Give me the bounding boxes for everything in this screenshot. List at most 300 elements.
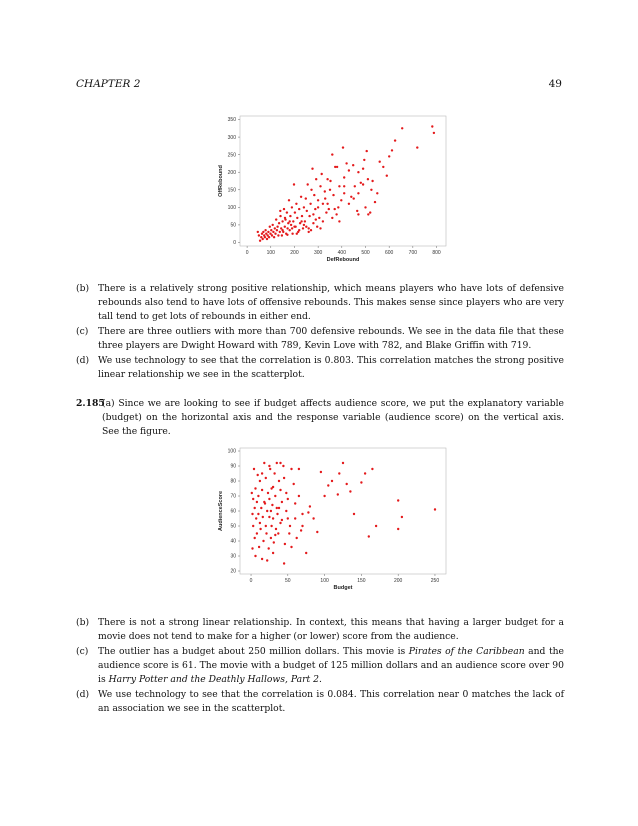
data-point [327, 484, 329, 486]
data-point [364, 472, 366, 474]
scatterplot-budget [212, 444, 452, 596]
data-point [326, 203, 328, 205]
answer-185-b [76, 616, 564, 644]
data-point [290, 468, 292, 470]
data-point [274, 227, 276, 229]
data-point [301, 525, 303, 527]
data-point [259, 480, 261, 482]
data-point [257, 474, 259, 476]
answer-text: We use technology to see that the correlation is 0.803. This correlation matches the strong positive linear relationship we see in the scatterplot. [98, 355, 564, 380]
data-point [331, 153, 333, 155]
data-point [277, 234, 279, 236]
data-point [279, 210, 281, 212]
movie-title: Harry Potter and the Deathly Hallows, Part 2. [108, 674, 322, 685]
y-tick-label: 350 [227, 117, 236, 124]
data-point [296, 537, 298, 539]
data-point [251, 547, 253, 549]
data-point [312, 213, 314, 215]
data-point [281, 519, 283, 521]
data-point [289, 220, 291, 222]
data-point [338, 472, 340, 474]
chapter-header: CHAPTER 2 [76, 78, 141, 90]
data-point [278, 507, 280, 509]
answer-text-part: and the audience score is 61. The movie with a budget of 125 million dollars and an audience score over 90 is [98, 646, 564, 685]
y-tick-label: 50 [230, 523, 236, 530]
data-point [258, 546, 260, 548]
data-point [316, 226, 318, 228]
y-tick-label: 0 [233, 240, 236, 247]
data-point [268, 465, 270, 467]
data-point [331, 480, 333, 482]
data-point [277, 532, 279, 534]
data-point [284, 543, 286, 545]
data-point [288, 199, 290, 201]
data-point [283, 208, 285, 210]
x-tick-label: 100 [266, 250, 275, 256]
data-point [271, 504, 273, 506]
data-point [367, 213, 369, 215]
data-point [360, 182, 362, 184]
data-point [401, 127, 403, 129]
data-point [294, 211, 296, 213]
data-point [316, 531, 318, 533]
data-point [270, 525, 272, 527]
y-tick-label: 20 [230, 568, 236, 575]
data-point [285, 510, 287, 512]
data-point [283, 477, 285, 479]
y-tick-label: 200 [227, 169, 236, 176]
data-point [375, 525, 377, 527]
data-point [322, 220, 324, 222]
data-point [293, 226, 295, 228]
scatterplot-budget-svg [212, 444, 452, 596]
answer-text: We use technology to see that the correlation is 0.084. This correlation near 0 matches the lack of an association we see in the scatterplot. [98, 689, 564, 714]
data-point [324, 190, 326, 192]
answer-text-part: The outlier has a budget about 250 million dollars. This movie is [98, 646, 409, 657]
answer-label: (b) [76, 617, 90, 628]
answer-label: (c) [76, 646, 89, 657]
data-point [273, 541, 275, 543]
data-point [273, 236, 275, 238]
data-point [329, 180, 331, 182]
data-point [303, 224, 305, 226]
y-tick-label: 100 [227, 205, 236, 212]
data-point [307, 183, 309, 185]
data-point [283, 562, 285, 564]
data-point [281, 234, 283, 236]
data-point [254, 537, 256, 539]
data-point [322, 203, 324, 205]
data-point [290, 224, 292, 226]
data-point [289, 525, 291, 527]
data-point [308, 231, 310, 233]
data-point [332, 194, 334, 196]
data-point [254, 555, 256, 557]
data-point [272, 231, 274, 233]
data-point [302, 227, 304, 229]
data-point [254, 487, 256, 489]
data-point [305, 226, 307, 228]
data-point [305, 197, 307, 199]
data-point [279, 489, 281, 491]
data-point [321, 173, 323, 175]
data-point [369, 211, 371, 213]
data-point [397, 528, 399, 530]
data-point [257, 513, 259, 515]
data-point [252, 498, 254, 500]
data-point [287, 517, 289, 519]
data-point [310, 189, 312, 191]
data-point [317, 206, 319, 208]
data-point [293, 183, 295, 185]
data-point [397, 499, 399, 501]
data-point [337, 493, 339, 495]
data-point [294, 517, 296, 519]
data-point [328, 208, 330, 210]
answer-text: There are three outliers with more than 700 defensive rebounds. We see in the data file that these three players are Dwight Howard with 789, Kevin Love with 782, and Blake Griffin with 719. [98, 326, 564, 351]
data-point [298, 229, 300, 231]
data-point [362, 168, 364, 170]
data-point [256, 532, 258, 534]
data-point [264, 229, 266, 231]
data-point [315, 178, 317, 180]
data-point [282, 465, 284, 467]
x-tick-label: 0 [245, 250, 249, 256]
data-point [315, 218, 317, 220]
data-point [329, 189, 331, 191]
answer-184-d [76, 354, 564, 382]
data-point [272, 517, 274, 519]
answer-text [98, 645, 564, 687]
data-point [259, 240, 261, 242]
data-point [371, 468, 373, 470]
data-point [376, 192, 378, 194]
data-point [279, 215, 281, 217]
data-point [252, 525, 254, 527]
data-point [279, 231, 281, 233]
answer-label: (c) [76, 326, 89, 337]
y-tick-label: 300 [227, 134, 236, 141]
data-point [309, 505, 311, 507]
answer-label: (d) [76, 689, 90, 700]
data-point [286, 234, 288, 236]
data-point [346, 483, 348, 485]
data-point [273, 472, 275, 474]
data-point [352, 164, 354, 166]
data-point [334, 208, 336, 210]
data-point [265, 477, 267, 479]
data-point [326, 178, 328, 180]
data-point [285, 492, 287, 494]
x-tick-label: 200 [394, 578, 403, 584]
answer-text: There is not a strong linear relationship. In context, this means that having a larger budget for a movie does not tend to make for a higher (or lower) score from the audience. [98, 617, 564, 642]
data-point [276, 507, 278, 509]
data-point [342, 146, 344, 148]
data-point [298, 468, 300, 470]
data-point [265, 233, 267, 235]
data-point [279, 462, 281, 464]
data-point [296, 233, 298, 235]
data-point [278, 480, 280, 482]
data-point [431, 125, 433, 127]
data-point [368, 535, 370, 537]
data-point [307, 511, 309, 513]
data-point [268, 547, 270, 549]
answer-label: (b) [76, 283, 90, 294]
data-point [257, 495, 259, 497]
data-point [270, 537, 272, 539]
data-point [300, 220, 302, 222]
answer-185-c [76, 645, 564, 687]
y-axis-label: OffRebound [218, 165, 224, 197]
data-point [270, 487, 272, 489]
data-point [298, 208, 300, 210]
data-point [348, 203, 350, 205]
data-point [269, 468, 271, 470]
y-tick-label: 250 [227, 152, 236, 159]
data-point [364, 206, 366, 208]
x-tick-label: 50 [285, 578, 291, 584]
data-point [349, 490, 351, 492]
data-point [291, 233, 293, 235]
data-point [258, 234, 260, 236]
data-point [301, 215, 303, 217]
data-point [363, 159, 365, 161]
data-point [310, 229, 312, 231]
data-point [308, 215, 310, 217]
data-point [357, 192, 359, 194]
data-point [276, 513, 278, 515]
data-point [274, 233, 276, 235]
answer-185-d [76, 688, 564, 716]
data-point [270, 510, 272, 512]
data-point [289, 215, 291, 217]
y-tick-label: 40 [230, 538, 236, 545]
data-point [266, 559, 268, 561]
data-point [340, 199, 342, 201]
data-point [338, 220, 340, 222]
data-point [300, 529, 302, 531]
data-point [319, 185, 321, 187]
data-point [274, 534, 276, 536]
data-point [335, 213, 337, 215]
data-point [304, 220, 306, 222]
data-point [275, 218, 277, 220]
data-point [317, 199, 319, 201]
data-point [401, 516, 403, 518]
data-point [289, 229, 291, 231]
x-tick-label: 400 [337, 250, 346, 256]
data-point [261, 233, 263, 235]
x-tick-label: 300 [313, 250, 323, 256]
data-point [284, 226, 286, 228]
data-point [267, 231, 269, 233]
data-point [388, 155, 390, 157]
data-point [354, 185, 356, 187]
data-point [382, 166, 384, 168]
x-tick-label: 150 [357, 578, 366, 584]
data-point [366, 150, 368, 152]
data-point [371, 180, 373, 182]
answer-text: (a) Since we are looking to see if budget affects audience score, we put the explanatory variable (budget) on the horizontal axis and the response variable (audience score) on the vertical axis. See the figure. [102, 398, 564, 437]
data-point [312, 517, 314, 519]
data-point [319, 227, 321, 229]
data-point [336, 166, 338, 168]
data-point [306, 210, 308, 212]
data-point [251, 513, 253, 515]
data-point [291, 227, 293, 229]
data-point [303, 206, 305, 208]
data-point [281, 229, 283, 231]
data-point [269, 233, 271, 235]
problem-185-a [76, 397, 564, 439]
data-point [394, 139, 396, 141]
data-point [379, 161, 381, 163]
data-point [261, 558, 263, 560]
data-point [274, 495, 276, 497]
data-point [267, 492, 269, 494]
data-point [272, 552, 274, 554]
data-point [253, 468, 255, 470]
data-point [261, 489, 263, 491]
data-point [292, 220, 294, 222]
data-point [360, 481, 362, 483]
data-point [314, 208, 316, 210]
data-point [279, 522, 281, 524]
data-point [263, 501, 265, 503]
data-point [305, 552, 307, 554]
data-point [298, 495, 300, 497]
data-point [278, 222, 280, 224]
data-point [320, 471, 322, 473]
data-point [312, 222, 314, 224]
y-tick-label: 50 [230, 222, 236, 229]
data-point [343, 192, 345, 194]
data-point [318, 217, 320, 219]
data-point [284, 217, 286, 219]
data-point [309, 203, 311, 205]
data-point [367, 178, 369, 180]
data-point [308, 227, 310, 229]
data-point [357, 171, 359, 173]
x-tick-label: 250 [430, 578, 440, 584]
data-point [290, 546, 292, 548]
y-tick-label: 80 [230, 478, 236, 485]
data-point [260, 507, 262, 509]
data-point [391, 149, 393, 151]
data-point [357, 213, 359, 215]
data-point [257, 231, 259, 233]
data-point [313, 194, 315, 196]
answer-184-c [76, 325, 564, 353]
data-point [259, 522, 261, 524]
y-tick-label: 150 [227, 187, 236, 194]
x-tick-label: 100 [320, 578, 329, 584]
data-point [300, 196, 302, 198]
movie-title: Pirates of the Caribbean [408, 646, 525, 657]
data-point [325, 211, 327, 213]
data-point [276, 226, 278, 228]
data-point [324, 197, 326, 199]
data-point [353, 197, 355, 199]
y-tick-label: 60 [230, 508, 236, 515]
data-point [270, 229, 272, 231]
data-point [266, 510, 268, 512]
y-tick-label: 30 [230, 553, 236, 560]
problem-number: 2.185 [76, 398, 105, 409]
data-point [301, 513, 303, 515]
data-point [296, 217, 298, 219]
data-point [287, 498, 289, 500]
data-point [256, 501, 258, 503]
data-point [262, 516, 264, 518]
data-point [343, 176, 345, 178]
data-point [272, 224, 274, 226]
data-point [276, 462, 278, 464]
data-point [286, 211, 288, 213]
answer-184-b [76, 282, 564, 324]
data-point [265, 525, 267, 527]
x-tick-label: 600 [385, 250, 394, 256]
data-point [294, 502, 296, 504]
data-point [259, 528, 261, 530]
data-point [338, 185, 340, 187]
data-point [262, 540, 264, 542]
x-tick-label: 0 [249, 578, 253, 584]
data-point [350, 196, 352, 198]
y-tick-label: 70 [230, 493, 236, 500]
data-point [261, 472, 263, 474]
data-point [265, 532, 267, 534]
scatterplot-rebounds-svg [212, 112, 452, 272]
data-point [291, 206, 293, 208]
data-point [342, 462, 344, 464]
data-point [288, 532, 290, 534]
data-point [323, 495, 325, 497]
x-tick-label: 200 [290, 250, 299, 256]
data-point [348, 169, 350, 171]
data-point [254, 507, 256, 509]
data-point [263, 462, 265, 464]
data-point [345, 162, 347, 164]
data-point [386, 175, 388, 177]
data-point [281, 501, 283, 503]
y-tick-label: 90 [230, 463, 236, 470]
data-point [356, 210, 358, 212]
data-point [416, 146, 418, 148]
data-point [269, 226, 271, 228]
data-point [268, 498, 270, 500]
data-point [311, 168, 313, 170]
data-point [263, 234, 265, 236]
y-axis-label: AudienceScore [218, 490, 224, 532]
data-point [286, 227, 288, 229]
answer-label: (d) [76, 355, 90, 366]
data-point [276, 229, 278, 231]
data-point [255, 517, 257, 519]
y-tick-label: 100 [227, 448, 236, 455]
x-axis-label: DefRebound [326, 257, 360, 263]
data-point [370, 189, 372, 191]
x-axis-label: Budget [333, 585, 353, 591]
x-tick-label: 500 [361, 250, 370, 256]
data-point [433, 132, 435, 134]
data-point [374, 201, 376, 203]
scatterplot-rebounds [212, 112, 452, 272]
data-point [275, 528, 277, 530]
data-point [293, 483, 295, 485]
data-point [343, 185, 345, 187]
